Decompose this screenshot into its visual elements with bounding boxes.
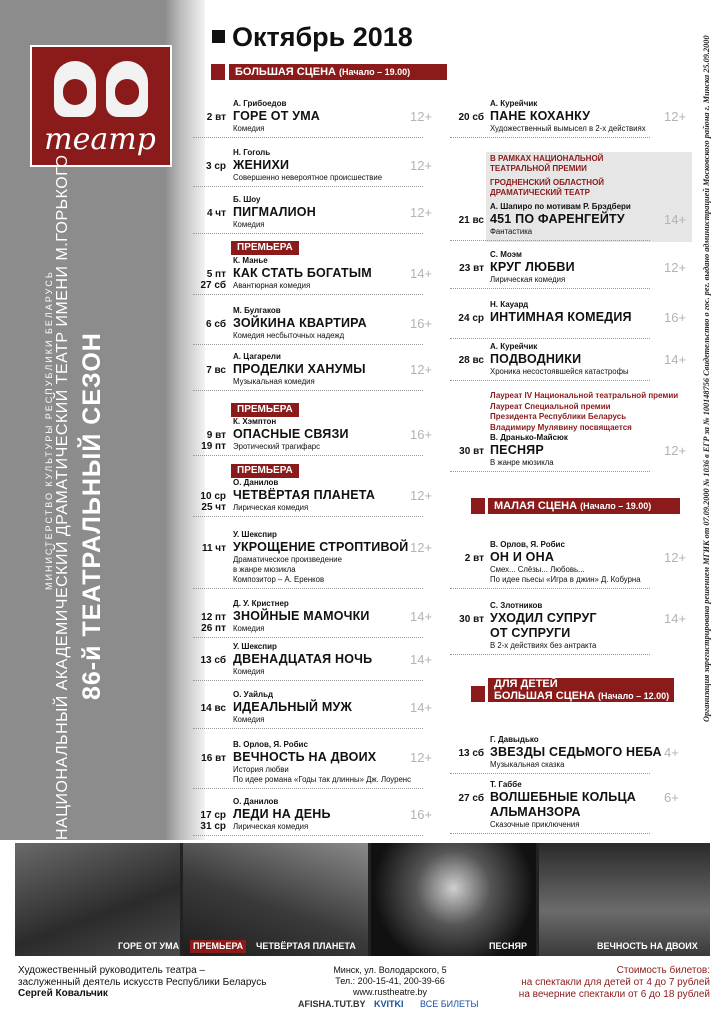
stage-photo (15, 843, 180, 956)
age-rating: 6+ (664, 790, 679, 805)
show-genre: Сказочные приключения (490, 820, 580, 829)
show-author: В. Орлов, Я. Робис (490, 540, 565, 549)
show-date: 3 ср (205, 161, 226, 172)
photo-premiere-tag: ПРЕМЬЕРА (190, 940, 246, 953)
section-marker (211, 64, 225, 80)
show-genre: Композитор – А. Еренков (233, 575, 325, 584)
age-rating: 12+ (664, 109, 687, 124)
age-rating: 4+ (664, 745, 679, 760)
show-date: 5 пт 27 сб (200, 269, 226, 291)
show-date: 9 вт 19 пт (201, 430, 226, 452)
show-genre: Художественный вымысел в 2-х действиях (490, 124, 646, 133)
divider (193, 344, 423, 345)
laureate-line: Владимиру Мулявину посвящается (490, 422, 632, 432)
show-genre: Комедия несбыточных надежд (233, 331, 345, 340)
divider (450, 588, 650, 589)
price-kids: на спектакли для детей от 4 до 7 рублей (521, 977, 710, 988)
show-author: А. Цагарели (233, 352, 281, 361)
show-author: Т. Габбе (490, 780, 522, 789)
portrait-icon (106, 61, 148, 117)
show-genre: Музыкальная комедия (233, 377, 315, 386)
stage-photo (371, 843, 536, 956)
show-title: ИДЕАЛЬНЫЙ МУЖ (233, 700, 352, 714)
all-tickets-link[interactable]: ВСЕ БИЛЕТЫ (420, 999, 479, 1009)
divider (193, 233, 423, 234)
show-genre: История любви (233, 765, 289, 774)
age-rating: 16+ (410, 427, 433, 442)
show-genre: Лирическая комедия (490, 275, 566, 284)
show-author: О. Данилов (233, 797, 279, 806)
show-author: Б. Шоу (233, 195, 261, 204)
divider (450, 380, 650, 381)
divider (193, 390, 423, 391)
age-rating: 12+ (410, 158, 433, 173)
show-author: К. Хэмптон (233, 417, 277, 426)
show-author: А. Курейчик (490, 342, 538, 351)
section-small-stage: МАЛАЯ СЦЕНА (Начало – 19.00) (488, 498, 680, 514)
kvitki-link[interactable]: KVITKI (374, 999, 404, 1009)
website-link[interactable]: www.rustheatre.by (352, 987, 428, 997)
show-genre: Комедия (233, 667, 265, 676)
show-date: 17 ср 31 ср (200, 810, 226, 832)
show-author: С. Моэм (490, 250, 522, 259)
age-rating: 16+ (410, 316, 433, 331)
section-marker (471, 498, 485, 514)
show-title: ЗНОЙНЫЕ МАМОЧКИ (233, 609, 370, 623)
photo-caption: ГОРЕ ОТ УМА (118, 941, 180, 951)
photo-strip (15, 843, 710, 956)
divider (193, 137, 423, 138)
guest-theatre: ГРОДНЕНСКИЙ ОБЛАСТНОЙ ДРАМАТИЧЕСКИЙ ТЕАТР (490, 178, 605, 197)
show-author: К. Манье (233, 256, 268, 265)
age-rating: 12+ (410, 205, 433, 220)
divider (450, 833, 650, 834)
ministry-text: МИНИСТЕРСТВО КУЛЬТУРЫ РЕСПУБЛИКИ БЕЛАРУСЬ (44, 270, 54, 590)
show-date: 27 сб (458, 793, 484, 804)
show-title: ОТ СУПРУГИ (490, 626, 571, 640)
show-genre: В жанре мюзикла (490, 458, 554, 467)
age-rating: 14+ (410, 652, 433, 667)
divider (450, 288, 650, 289)
show-title: ОН И ОНА (490, 550, 555, 564)
show-date: 4 чт (206, 208, 226, 219)
season-title: 86-й ТЕАТРАЛЬНЫЙ СЕЗОН (78, 332, 106, 700)
show-title: ПРОДЕЛКИ ХАНУМЫ (233, 362, 366, 376)
show-title: КАК СТАТЬ БОГАТЫМ (233, 266, 372, 280)
show-author: А. Курейчик (490, 99, 538, 108)
director-info (18, 965, 278, 1000)
director-role: Художественный руководитель театра – (18, 965, 205, 976)
divider (450, 137, 650, 138)
divider (193, 788, 423, 789)
show-date: 6 сб (206, 319, 226, 330)
divider (450, 471, 650, 472)
show-genre: Авантюрная комедия (233, 281, 311, 290)
show-date: 12 пт 26 пт (201, 612, 226, 634)
legal-text: Организация зарегистрирована решением МГИК от 07.09.2000 № 1036 в ЕГР за № 100148756 Свидетельство о гос. рег. выдано администрацией Московского района г. Минска 25.09.2000 (702, 35, 711, 722)
theatre-name: НАЦИОНАЛЬНЫЙ АКАДЕМИЧЕСКИЙ ДРАМАТИЧЕСКИЙ ТЕАТР ИМЕНИ М.ГОРЬКОГО (54, 154, 71, 840)
age-rating: 12+ (410, 488, 433, 503)
show-title: ИНТИМНАЯ КОМЕДИЯ (490, 310, 632, 324)
show-title: ВОЛШЕБНЫЕ КОЛЬЦА (490, 790, 637, 804)
show-date: 30 вт (459, 446, 484, 457)
show-genre: Комедия (233, 124, 265, 133)
show-date: 13 сб (458, 748, 484, 759)
show-genre: в жанре мюзикла (233, 565, 296, 574)
portrait-icon (54, 61, 96, 117)
show-title: ВЕЧНОСТЬ НА ДВОИХ (233, 750, 377, 764)
page-title: Октябрь 2018 (232, 22, 413, 52)
contact-info (310, 965, 470, 998)
show-date: 10 ср 25 чт (200, 491, 226, 513)
photo-caption: ЧЕТВЁРТАЯ ПЛАНЕТА (256, 941, 356, 951)
show-author: А. Шапиро по мотивам Р. Брэдбери (490, 202, 631, 211)
divider (450, 240, 650, 241)
age-rating: 14+ (410, 609, 433, 624)
show-genre: Комедия (233, 624, 265, 633)
divider (193, 637, 423, 638)
show-date: 13 сб (200, 655, 226, 666)
show-date: 24 ср (458, 313, 484, 324)
section-kids: ДЛЯ ДЕТЕЙ БОЛЬШАЯ СЦЕНА (Начало – 12.00) (488, 678, 674, 702)
age-rating: 12+ (410, 362, 433, 377)
award-heading: В РАМКАХ НАЦИОНАЛЬНОЙ ТЕАТРАЛЬНОЙ ПРЕМИИ (490, 154, 604, 173)
age-rating: 14+ (410, 266, 433, 281)
show-genre: Драматическое произведение (233, 555, 342, 564)
section-marker (471, 686, 485, 702)
show-title: АЛЬМАНЗОРА (490, 805, 581, 819)
show-title: ПОДВОДНИКИ (490, 352, 582, 366)
show-genre: Лирическая комедия (233, 822, 309, 831)
phones: Тел.: 200-15-41, 200-39-66 (335, 976, 445, 986)
show-date: 30 вт (459, 614, 484, 625)
show-genre: Смех... Слёзы... Любовь... (490, 565, 585, 574)
show-date: 11 чт (201, 543, 226, 554)
title-square (212, 30, 225, 43)
show-date: 23 вт (459, 263, 484, 274)
divider (193, 516, 423, 517)
show-author: У. Шекспир (233, 642, 277, 651)
show-genre: Комедия (233, 715, 265, 724)
show-author: В. Орлов, Я. Робис (233, 740, 308, 749)
show-date: 21 вс (458, 215, 484, 226)
show-title: ДВЕНАДЦАТАЯ НОЧЬ (233, 652, 373, 666)
laureate-note (490, 391, 690, 433)
laureate-line: Лауреат Специальной премии (490, 401, 611, 411)
divider (450, 654, 650, 655)
divider (193, 835, 423, 836)
age-rating: 14+ (410, 700, 433, 715)
divider (193, 588, 423, 589)
show-title: ЗВЕЗДЫ СЕДЬМОГО НЕБА (490, 745, 662, 759)
divider (193, 680, 423, 681)
show-author: В. Дранько-Майсюк (490, 433, 568, 442)
divider (193, 186, 423, 187)
show-genre: В 2-х действиях без антракта (490, 641, 597, 650)
afisha-link[interactable]: AFISHA.TUT.BY (298, 999, 366, 1009)
show-genre: По идее романа «Годы так длинны» Дж. Лоуренс (233, 775, 411, 784)
show-title: ПИГМАЛИОН (233, 205, 316, 219)
premiere-tag: ПРЕМЬЕРА (231, 241, 299, 255)
show-author: А. Грибоедов (233, 99, 287, 108)
show-author: Г. Давыдько (490, 735, 539, 744)
show-date: 20 сб (458, 112, 484, 123)
price-title: Стоимость билетов: (616, 965, 710, 976)
age-rating: 16+ (410, 807, 433, 822)
age-rating: 12+ (664, 260, 687, 275)
show-author: С. Злотников (490, 601, 543, 610)
show-date: 2 вт (464, 553, 484, 564)
divider (450, 773, 650, 774)
premiere-tag: ПРЕМЬЕРА (231, 403, 299, 417)
age-rating: 14+ (664, 352, 687, 367)
age-rating: 12+ (410, 109, 433, 124)
age-rating: 12+ (664, 550, 687, 565)
price-evening: на вечерние спектакли от 6 до 18 рублей (518, 989, 710, 1000)
show-genre: Эротический трагифарс (233, 442, 321, 451)
show-date: 14 вс (200, 703, 226, 714)
show-date: 2 вт (206, 112, 226, 123)
show-genre: Совершенно невероятное происшествие (233, 173, 383, 182)
show-title: УХОДИЛ СУПРУГ (490, 611, 597, 625)
show-title: КРУГ ЛЮБВИ (490, 260, 575, 274)
show-title: ОПАСНЫЕ СВЯЗИ (233, 427, 349, 441)
divider (193, 455, 423, 456)
show-author: Н. Кауард (490, 300, 529, 309)
laureate-line: Лауреат IV Национальной театральной премии (490, 391, 679, 400)
address: Минск, ул. Володарского, 5 (333, 965, 447, 975)
divider (450, 338, 650, 339)
show-genre: По идее пьесы «Игра в джин» Д. Кобурна (490, 575, 641, 584)
section-big-stage: БОЛЬШАЯ СЦЕНА (Начало – 19.00) (229, 64, 447, 80)
divider (193, 294, 423, 295)
show-genre: Комедия (233, 220, 265, 229)
show-title: ЧЕТВЁРТАЯ ПЛАНЕТА (233, 488, 376, 502)
show-author: О. Уайльд (233, 690, 274, 699)
show-author: У. Шекспир (233, 530, 277, 539)
age-rating: 16+ (664, 310, 687, 325)
stage-photo (539, 843, 710, 956)
show-author: Н. Гоголь (233, 148, 271, 157)
show-genre: Фантастика (490, 227, 533, 236)
show-title: ЛЕДИ НА ДЕНЬ (233, 807, 331, 821)
show-genre: Хроника несостоявшейся катастрофы (490, 367, 629, 376)
age-rating: 14+ (664, 611, 687, 626)
age-rating: 14+ (664, 212, 687, 227)
director-role: заслуженный деятель искусств Республики Беларусь (18, 976, 267, 988)
show-title: ПАНЕ КОХАНКУ (490, 109, 591, 123)
show-author: М. Булгаков (233, 306, 281, 315)
show-author: О. Данилов (233, 478, 279, 487)
show-date: 28 вс (458, 355, 484, 366)
show-genre: Музыкальная сказка (490, 760, 565, 769)
director-name: Сергей Ковальчик (18, 988, 108, 999)
show-title: ПЕСНЯР (490, 443, 544, 457)
show-date: 16 вт (201, 753, 226, 764)
age-rating: 12+ (410, 750, 433, 765)
show-genre: Лирическая комедия (233, 503, 309, 512)
age-rating: 12+ (410, 540, 433, 555)
ticket-prices (500, 965, 710, 1001)
photo-caption: ВЕЧНОСТЬ НА ДВОИХ (597, 941, 698, 951)
show-title: ЗОЙКИНА КВАРТИРА (233, 316, 367, 330)
show-date: 7 вс (206, 365, 226, 376)
show-title: ЖЕНИХИ (233, 158, 290, 172)
age-rating: 12+ (664, 443, 687, 458)
laureate-line: Президента Республики Беларусь (490, 412, 627, 421)
show-title: ГОРЕ ОТ УМА (233, 109, 321, 123)
show-title: 451 ПО ФАРЕНГЕЙТУ (490, 212, 625, 226)
logo-word: театр (44, 122, 156, 157)
photo-caption: ПЕСНЯР (489, 941, 527, 951)
show-title: УКРОЩЕНИЕ СТРОПТИВОЙ (233, 540, 409, 554)
divider (193, 728, 423, 729)
show-author: Д. У. Кристнер (233, 599, 289, 608)
premiere-tag: ПРЕМЬЕРА (231, 464, 299, 478)
